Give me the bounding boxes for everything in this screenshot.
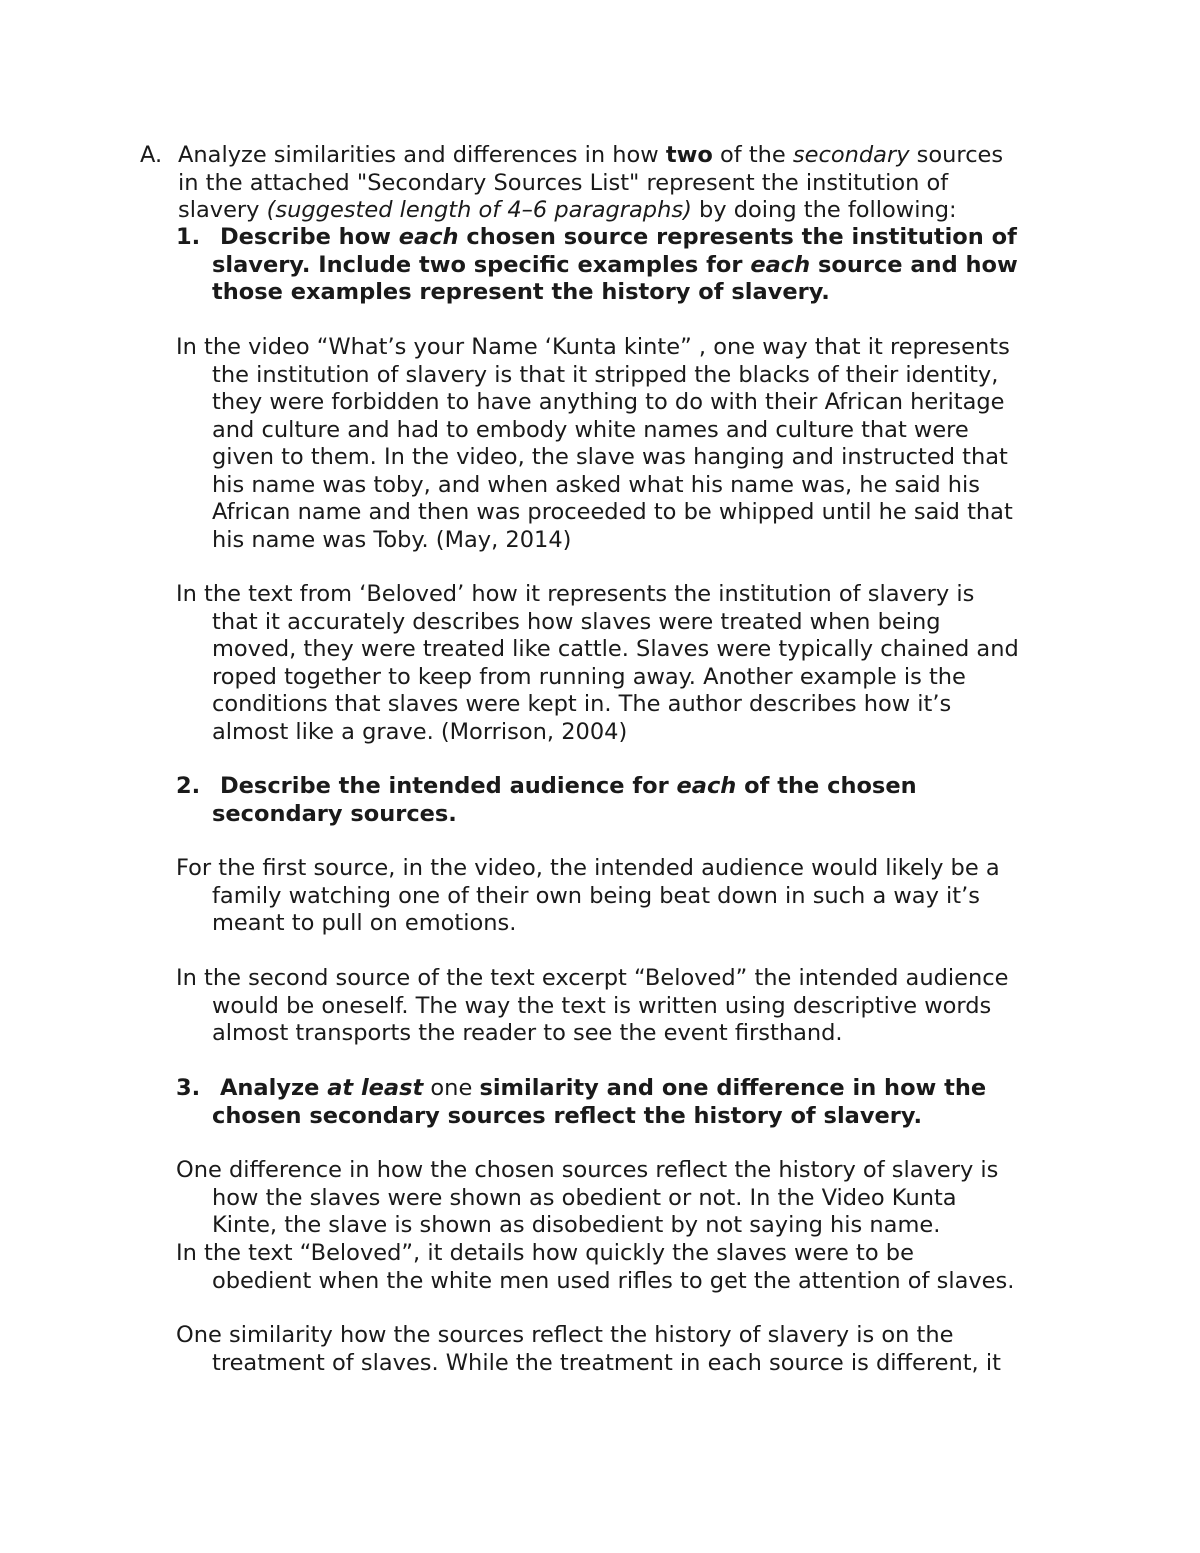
answer-difference: One difference in how the chosen sources reflect the history of slavery is how the slaves were shown as obedient or not. In the Video Kunta Kinte, the slave is shown as disobedient by not saying his name.	[176, 1157, 999, 1238]
question-3: 3. Analyze at least one similarity and one difference in how the chosen secondary sources reflect the history of slavery.	[176, 1075, 987, 1129]
question-number: 2.	[176, 773, 201, 799]
prompt-marker: A.	[140, 142, 163, 168]
prompt-line: slavery (suggested length of 4–6 paragraphs) by doing the following:	[178, 197, 957, 223]
answer-similarity: One similarity how the sources reflect the history of slavery is on the treatment of slaves. While the treatment in each source is different, it	[176, 1322, 1001, 1376]
answer-paragraph-beloved: In the text from ‘Beloved’ how it represents the institution of slavery is that it accurately describes how slaves were treated when being moved, they were treated like cattle. Slaves were typically chained and roped together to keep from running away. Another example is the conditions that slaves were kept in. The author describes how it’s almost like a grave. (Morrison, 2004)	[176, 581, 1019, 745]
answer-paragraph-video: In the video “What’s your Name ‘Kunta kinte” , one way that it represents the institution of slavery is that it stripped the blacks of their identity, they were forbidden to have anything to do with their African heritage and culture and had to embody white names and culture that were given to them. In the video, the slave was hanging and instructed that his name was toby, and when asked what his name was, he said his African name and then was proceeded to be whipped until he said that his name was Toby. (May, 2014)	[176, 334, 1013, 553]
question-number: 1.	[176, 224, 201, 250]
question-1: 1. Describe how each chosen source represents the institution of slavery. Include two specific examples for each source and how those examples represent the history of slavery.	[176, 224, 1018, 305]
prompt-line: in the attached "Secondary Sources List" represent the institution of	[178, 169, 949, 196]
answer-difference-beloved: In the text “Beloved”, it details how quickly the slaves were to be obedient when the white men used rifles to get the attention of slaves.	[176, 1240, 1015, 1294]
answer-audience-beloved: In the second source of the text excerpt “Beloved” the intended audience would be oneself. The way the text is written using descriptive words almost transports the reader to see the event firsthand.	[176, 965, 1009, 1046]
question-2: 2. Describe the intended audience for each of the chosen secondary sources.	[176, 773, 917, 827]
question-number: 3.	[176, 1075, 201, 1101]
answer-audience-video: For the first source, in the video, the intended audience would likely be a family watching one of their own being beat down in such a way it’s meant to pull on emotions.	[176, 855, 1000, 936]
prompt-a: A. Analyze similarities and differences in how two of the secondary sources in the attached "Secondary Sources List" represent the institution of slavery (suggested length of 4–6 paragraphs) by doing the following:	[140, 142, 1004, 223]
